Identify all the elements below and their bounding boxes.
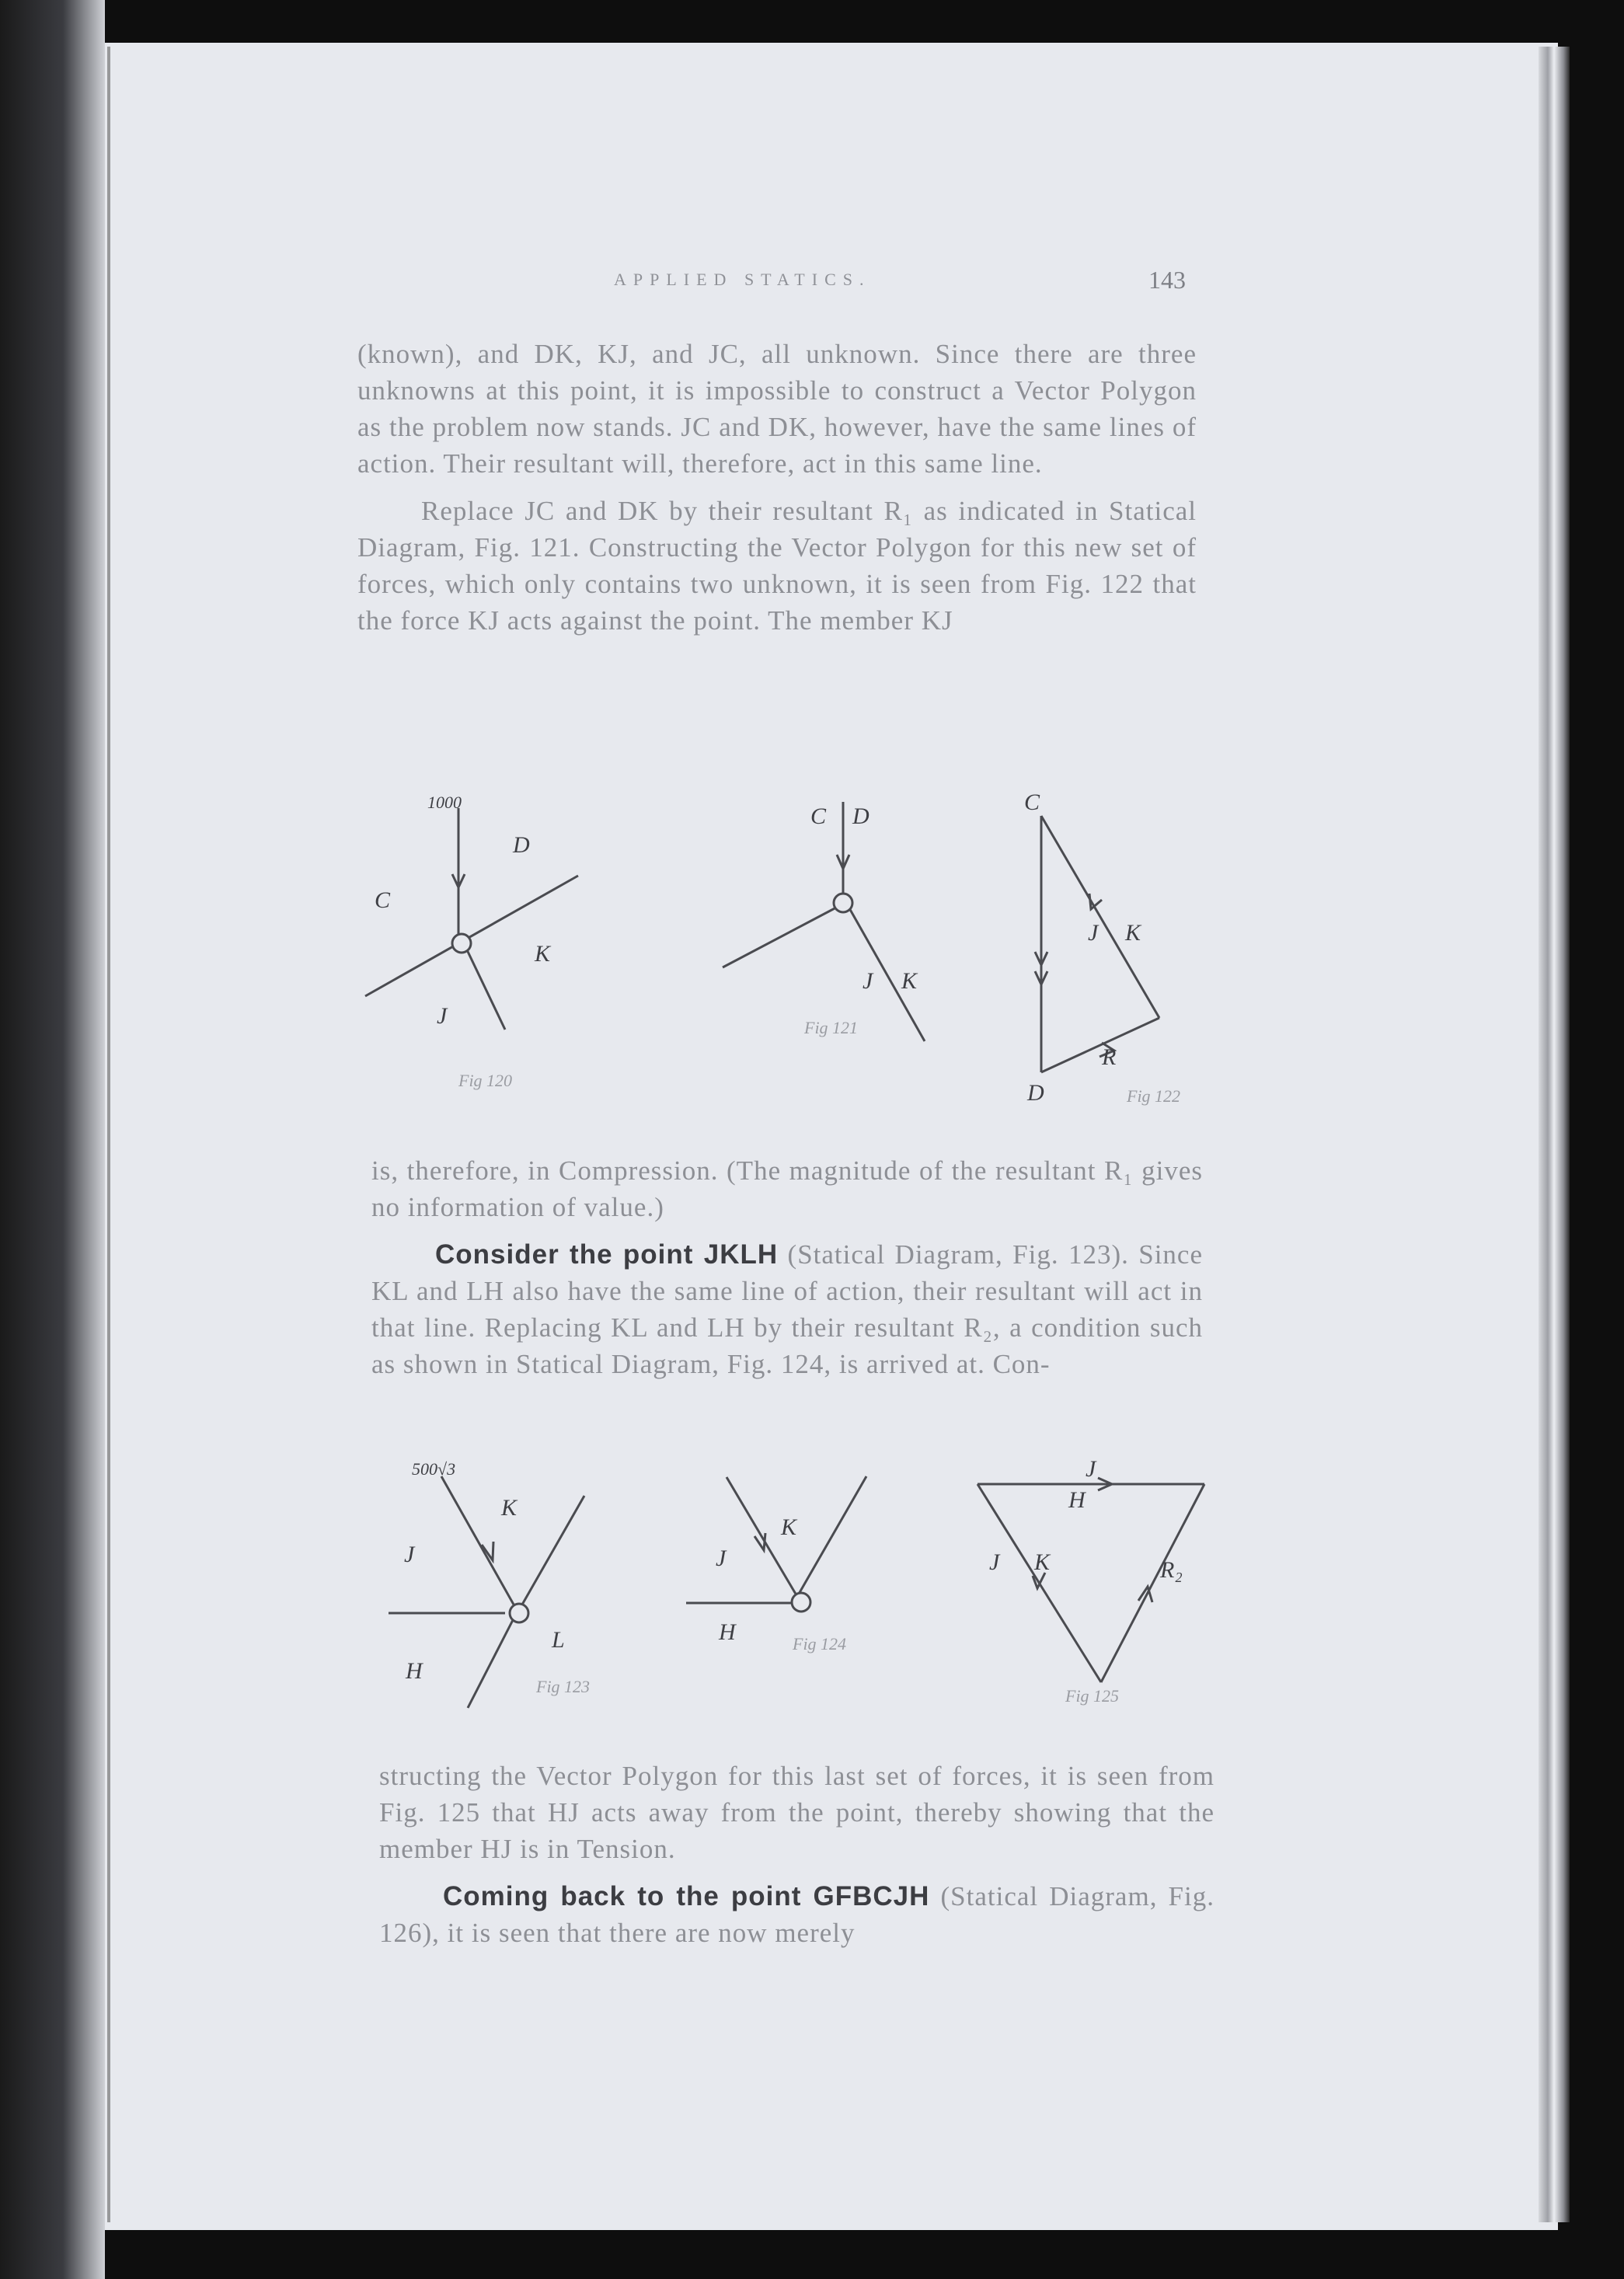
label-h: H <box>719 1619 736 1645</box>
label-j: J <box>437 1003 448 1029</box>
label-k: K <box>901 968 918 994</box>
label-l: L <box>552 1627 565 1653</box>
label-r2: R₂ <box>1160 1557 1183 1583</box>
label-d: D <box>513 832 530 858</box>
label-c: C <box>810 803 827 829</box>
figure-123 <box>381 1453 629 1717</box>
figure-125 <box>967 1453 1224 1717</box>
figure-120 <box>357 785 591 1103</box>
figure-caption: Fig 124 <box>793 1634 847 1653</box>
figure-121 <box>715 785 948 1057</box>
figure-caption: Fig 121 <box>804 1018 859 1037</box>
figure-caption: Fig 120 <box>458 1071 513 1090</box>
label-j: J <box>404 1542 415 1567</box>
paragraph-6-lead: Coming back to the point GFBCJH <box>443 1881 930 1911</box>
label-r: R <box>1102 1044 1117 1070</box>
label-k: K <box>1034 1549 1051 1575</box>
paragraph-2: Replace JC and DK by their resultant R₁ as indicated in Statical Diagram, Fig. 121. Constructing the Vector Polygon for this new set of forces, which only contains two unknown, it is seen from Fig. 122 that the force KJ acts against the point. The member KJ <box>357 496 1197 636</box>
label-k: K <box>535 941 551 967</box>
label-k: K <box>1125 920 1141 946</box>
text-block-2 <box>371 1152 1203 1382</box>
label-k: K <box>501 1495 518 1521</box>
load-label: 1000 <box>427 793 462 812</box>
label-h: H <box>406 1658 423 1684</box>
label-j: J <box>863 968 873 994</box>
page-number: 143 <box>1148 266 1186 294</box>
label-j-top: J <box>1086 1456 1096 1482</box>
label-h: H <box>1068 1487 1086 1513</box>
left-page-edge <box>0 0 105 2279</box>
label-j: J <box>1088 920 1099 946</box>
paragraph-4-lead: Consider the point JKLH <box>435 1239 779 1270</box>
label-c: C <box>375 887 391 913</box>
text-block-3 <box>379 1758 1215 1951</box>
load-label: 500√3 <box>412 1459 456 1479</box>
paragraph-5: structing the Vector Polygon for this last set of forces, it is seen from Fig. 125 that HJ acts away from the point, thereby showing that the member HJ is in Tension. <box>379 1761 1215 1864</box>
label-d: D <box>1027 1080 1044 1106</box>
text-block-1 <box>357 336 1197 639</box>
label-c: C <box>1024 789 1040 815</box>
label-j: J <box>716 1545 727 1571</box>
running-title: APPLIED STATICS. <box>614 270 871 289</box>
paragraph-6 <box>379 1878 1215 1951</box>
figure-122 <box>1010 785 1243 1111</box>
paragraph-6-body: (Statical Diagram, Fig. 126), it is seen that there are now merely <box>379 1881 1215 1948</box>
paragraph-4 <box>371 1236 1203 1382</box>
figure-caption: Fig 123 <box>536 1677 591 1696</box>
spine-shadow <box>107 47 110 2222</box>
figure-124 <box>680 1472 882 1674</box>
label-k: K <box>781 1514 797 1540</box>
label-d: D <box>852 803 870 829</box>
page-edges <box>1539 47 1570 2222</box>
paragraph-1: (known), and DK, KJ, and JC, all unknown. Since there are three unknowns at this point, it is impossible to construct a Vector Polygon as the problem now stands. JC and DK, however, have the same lines of action. Their resultant will, therefore, act in this same line. <box>357 339 1197 479</box>
figure-caption: Fig 122 <box>1127 1086 1181 1106</box>
label-j: J <box>989 1549 1000 1575</box>
paragraph-4-body: (Statical Diagram, Fig. 123). Since KL and LH also have the same line of action, their resultant will act in that line. Replacing KL and LH by their resultant R₂, a condition such as shown in Statical Diagram, Fig. 124, is arrived at. Con- <box>371 1239 1203 1379</box>
figure-caption: Fig 125 <box>1065 1686 1120 1706</box>
paragraph-3: is, therefore, in Compression. (The magnitude of the resultant R₁ gives no information of value.) <box>371 1155 1203 1222</box>
